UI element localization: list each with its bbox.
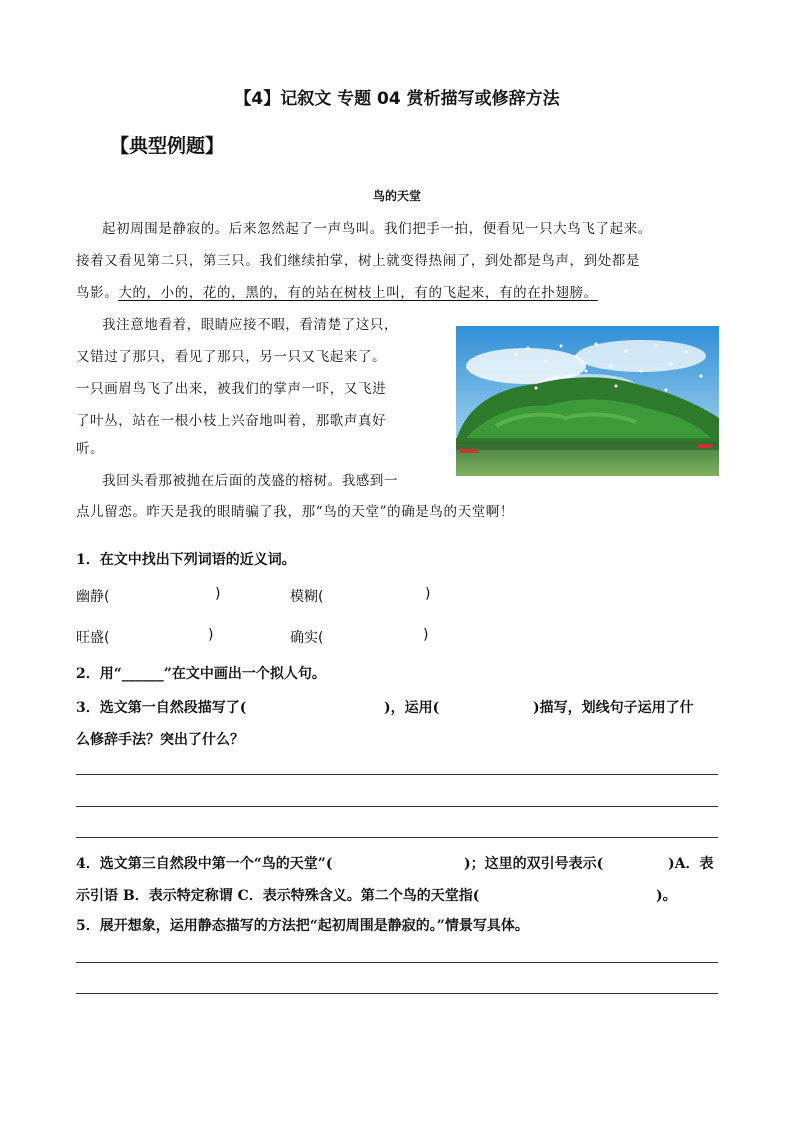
question-text: 2．用“ bbox=[76, 666, 122, 682]
answer-line bbox=[76, 837, 718, 838]
answer-line bbox=[76, 774, 718, 775]
word-prompt-2: 模糊( bbox=[290, 589, 324, 605]
question-text: ”在文中画出一个拟人句。 bbox=[163, 666, 326, 682]
question-3-part: 么修辞手法？突出了什么？ bbox=[76, 732, 244, 748]
word-prompt-close: ) bbox=[215, 586, 221, 602]
word-prompt-close: ) bbox=[208, 627, 214, 643]
question-4-part: )。 bbox=[656, 888, 677, 904]
question-2 bbox=[76, 663, 326, 683]
answer-line bbox=[76, 806, 718, 807]
underlined-sentence: 大的，小的，花的，黑的，有的站在树枝上叫，有的飞起来，有的在扑翅膀。 bbox=[118, 285, 598, 301]
question-4-part: 示引语 B．表示特定称谓 C．表示特殊含义。第二个鸟的天堂指( bbox=[76, 888, 480, 904]
blank-line-sample: ______ bbox=[121, 666, 164, 682]
passage-line bbox=[76, 281, 598, 301]
word-prompt-3: 旺盛( bbox=[76, 630, 110, 646]
question-4-part: 4．选文第三自然段中第一个“鸟的天堂”( bbox=[76, 856, 333, 872]
word-prompt-4: 确实( bbox=[290, 630, 324, 646]
answer-line bbox=[76, 962, 718, 963]
passage-line: 我回头看那被抛在后面的茂盛的榕树。我感到一 bbox=[102, 473, 399, 489]
question-3-part: )描写，划线句子运用了什 bbox=[533, 700, 694, 716]
passage-line: 一只画眉鸟飞了出来，被我们的掌声一吓，又飞进 bbox=[76, 381, 387, 397]
answer-line bbox=[76, 993, 718, 994]
question-4-part: )；这里的双引号表示( bbox=[464, 856, 604, 872]
question-5: 5．展开想象，运用静态描写的方法把“起初周围是静寂的。”情景写具体。 bbox=[76, 918, 529, 934]
passage-line: 听。 bbox=[76, 441, 105, 457]
word-prompt-close: ) bbox=[423, 627, 429, 643]
word-prompt-close: ) bbox=[425, 586, 431, 602]
page-title: 【4】记叙文 专题 04 赏析描写或修辞方法 bbox=[234, 89, 560, 109]
passage-line: 接着又看见第二只，第三只。我们继续拍掌，树上就变得热闹了，到处都是鸟声，到处都是 bbox=[76, 253, 640, 269]
word-prompt-1: 幽静( bbox=[76, 589, 110, 605]
passage-title: 鸟的天堂 bbox=[372, 189, 421, 203]
question-3-part: )，运用( bbox=[384, 700, 440, 716]
passage-line: 又错过了那只，看见了那只，另一只又飞起来了。 bbox=[76, 349, 387, 365]
passage-line: 我注意地看着，眼睛应接不暇，看清楚了这只， bbox=[102, 317, 399, 333]
question-4-part: )A．表 bbox=[668, 856, 714, 872]
question-1: 1．在文中找出下列词语的近义词。 bbox=[76, 552, 296, 568]
passage-line: 点儿留恋。昨天是我的眼睛骗了我，那“鸟的天堂”的确是鸟的天堂啊！ bbox=[76, 504, 515, 520]
passage-text: 鸟影。 bbox=[76, 285, 119, 301]
banyan-tree-photo bbox=[456, 326, 719, 476]
passage-line: 了叶丛，站在一根小枝上兴奋地叫着，那歌声真好 bbox=[76, 413, 387, 429]
passage-line: 起初周围是静寂的。后来忽然起了一声鸟叫。我们把手一拍，便看见一只大鸟飞了起来。 bbox=[102, 221, 652, 237]
question-3-part: 3．选文第一自然段描写了( bbox=[76, 700, 247, 716]
section-heading: 【典型例题】 bbox=[110, 135, 225, 157]
